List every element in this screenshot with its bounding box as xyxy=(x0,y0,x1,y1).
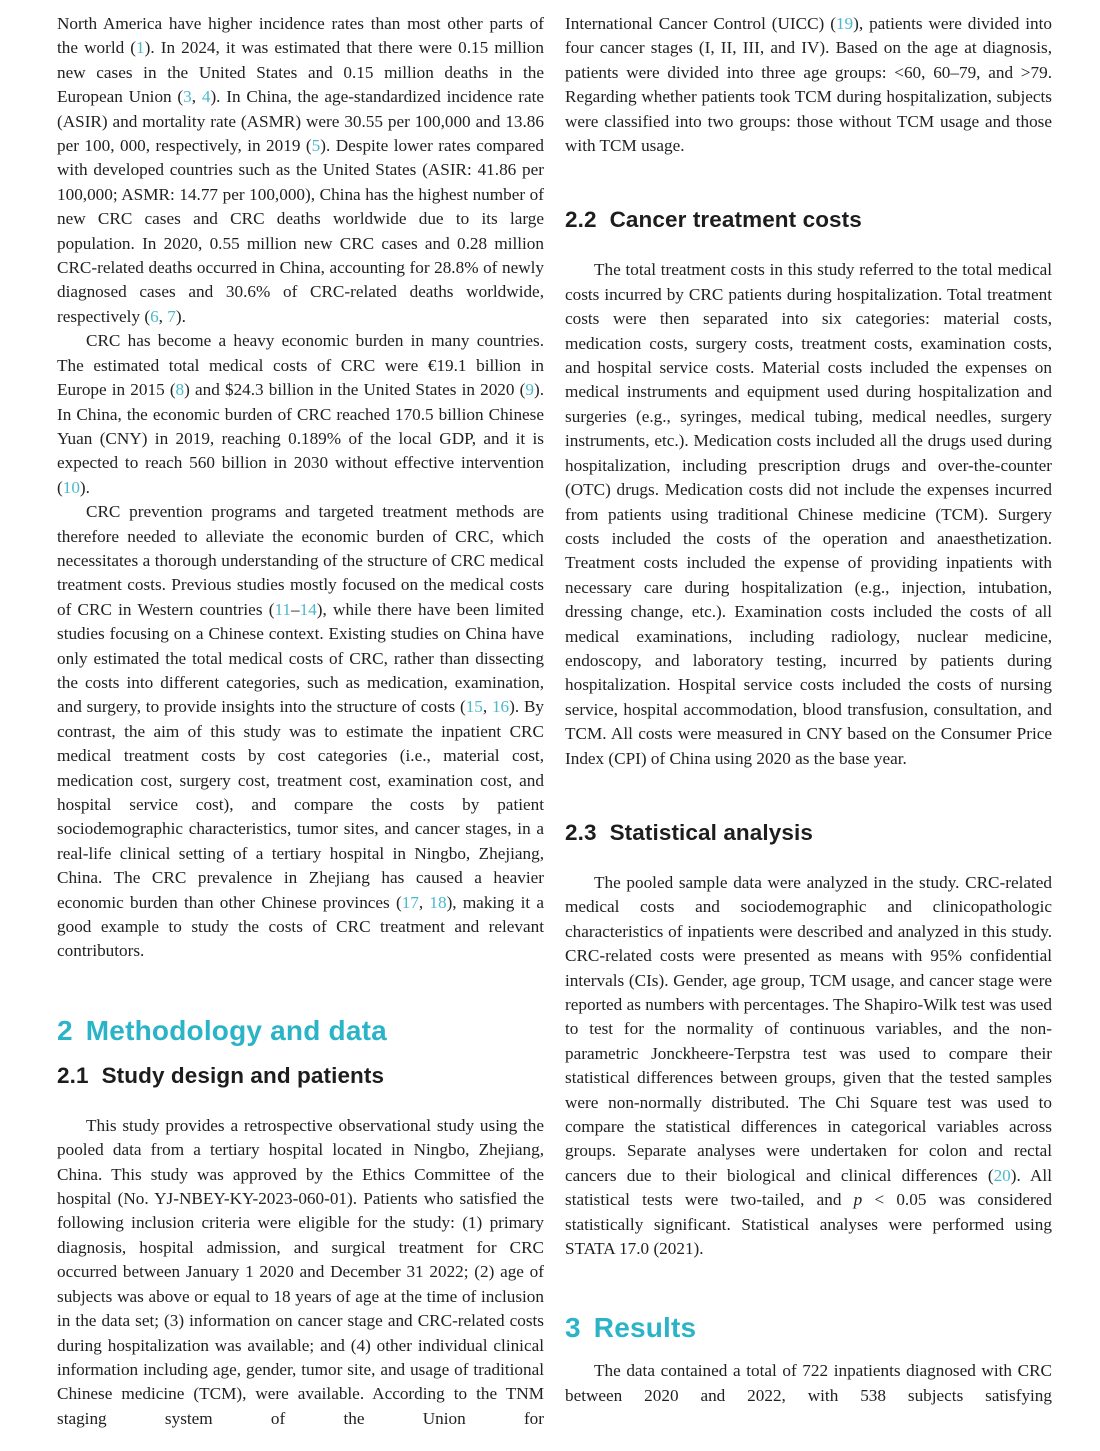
text-run: North America have higher incidence rates than most other parts of the world ( xyxy=(57,14,544,58)
text-run: The total treatment costs in this study referred to the total medical costs incurred by CRC patients during hospitalization. Total treatment costs were then separated into six categories: material costs, medication costs, surgery costs, treatment costs, examination costs, and hospital service costs. Material costs included the expenses on medical instruments and equipment used during hospitalization and surgeries (e.g., syringes, medical tubing, medical needles, surgery instruments, etc.). Medication costs included all the drugs used during hospitalization, including prescription drugs and over-the-counter (OTC) drugs. Medication costs did not include the expenses incurred from patients using traditional Chinese medicine (TCM). Surgery costs included the costs of the operation and anaesthetization. Treatment costs included the expense of providing inpatients with necessary care during hospitalization (e.g., injection, intubation, dressing change, etc.). Examination costs included the costs of all medical examinations, including radiology, nuclear medicine, endoscopy, and laboratory testing, incurred by patients during hospitalization. Hospital service costs included the costs of nursing service, hospital accommodation, blood transfusion, consultation, and TCM. All costs were measured in CNY based on the Consumer Price Index (CPI) of China using 2020 as the base year. xyxy=(565,260,1052,768)
text-run: The data contained a total of 722 inpatients diagnosed with CRC between 2020 and 2022, with 538 subjects satisfying xyxy=(565,1361,1052,1405)
heading-number: 2 xyxy=(57,1014,73,1046)
citation-link[interactable]: 11 xyxy=(274,599,292,619)
text-run: – xyxy=(291,599,300,619)
study-design-heading xyxy=(57,1062,544,1090)
right-column xyxy=(565,12,1052,1431)
citation-link[interactable]: 5 xyxy=(311,136,321,156)
text-run: CRC has become a heavy economic burden in many countries. The estimated total medical costs of CRC were €19.1 billion in Europe in 2015 ( xyxy=(57,331,544,400)
text-run: ). Despite lower rates compared with developed countries such as the United States (ASIR: 41.86 per 100,000; ASMR: 14.77 per 100,000), China has the highest number of new CRC cases and CRC deaths worldwide due to its large population. In 2020, 0.55 million new CRC cases and 0.28 million CRC-related deaths occurred in China, accounting for 28.8% of newly diagnosed cases and 30.6% of CRC-related deaths worldwide, respectively ( xyxy=(57,136,544,326)
heading-label: Study design and patients xyxy=(101,1062,385,1088)
statistical-analysis-paragraph xyxy=(565,871,1052,1262)
incidence-burden-paragraph xyxy=(57,12,544,329)
italic-text: p xyxy=(853,1190,863,1210)
text-run: ). xyxy=(175,306,186,326)
heading-number: 2.3 xyxy=(565,819,597,845)
citation-link[interactable]: 15 xyxy=(465,697,483,717)
text-run: , xyxy=(482,697,492,717)
methodology-heading xyxy=(57,1014,544,1048)
heading-number: 2.1 xyxy=(57,1062,89,1088)
text-run: ). In 2024, it was estimated that there were 0.15 million new cases in the United States and 0.15 million deaths in the European Union ( xyxy=(57,38,544,107)
text-run: CRC prevention programs and targeted treatment methods are therefore needed to alleviate the economic burden of CRC, which necessitates a thorough understanding of the structure of CRC medical treatment costs. Previous studies mostly focused on the medical costs of CRC in Western countries ( xyxy=(57,502,544,619)
citation-link[interactable]: 18 xyxy=(429,892,447,912)
economic-burden-paragraph xyxy=(57,329,544,500)
citation-link[interactable]: 7 xyxy=(167,306,176,326)
text-run: ), making it a good example to study the costs of CRC treatment and relevant contributors. xyxy=(57,892,544,961)
citation-link[interactable]: 8 xyxy=(175,380,185,400)
treatment-costs-paragraph xyxy=(565,258,1052,771)
citation-link[interactable]: 6 xyxy=(150,306,159,326)
text-run: < 0.05 was considered statistically significant. Statistical analyses were performed using STATA 17.0 (2021). xyxy=(565,1190,1052,1259)
study-aim-paragraph xyxy=(57,500,544,964)
text-run: , xyxy=(158,306,168,326)
text-run: ). By contrast, the aim of this study was to estimate the inpatient CRC medical treatment costs by cost categories (i.e., material cost, medication cost, surgery cost, treatment cost, examination cost, and hospital service cost), and compare the costs by patient sociodemographic characteristics, tumor sites, and cancer stages, in a real-life clinical setting of a tertiary hospital in Ningbo, Zhejiang, China. The CRC prevalence in Zhejiang has caused a heavier economic burden than other Chinese provinces ( xyxy=(57,697,544,912)
citation-link[interactable]: 20 xyxy=(993,1165,1011,1185)
statistical-analysis-heading xyxy=(565,819,1052,847)
paper-page xyxy=(57,12,1053,1431)
citation-link[interactable]: 10 xyxy=(62,477,80,497)
citation-link[interactable]: 4 xyxy=(201,87,211,107)
text-run: International Cancer Control (UICC) ( xyxy=(565,14,836,33)
citation-link[interactable]: 3 xyxy=(183,87,192,107)
heading-label: Results xyxy=(593,1312,697,1344)
study-design-paragraph xyxy=(57,1114,544,1431)
staging-paragraph xyxy=(565,12,1052,158)
heading-number: 3 xyxy=(565,1312,581,1344)
treatment-costs-heading xyxy=(565,206,1052,234)
heading-label: Statistical analysis xyxy=(609,819,813,845)
left-column xyxy=(57,12,544,1431)
text-run: ). All statistical tests were two-tailed, and xyxy=(565,1165,1052,1210)
text-run: ). xyxy=(79,477,90,497)
text-run: , xyxy=(191,87,202,107)
heading-number: 2.2 xyxy=(565,207,597,233)
citation-link[interactable]: 1 xyxy=(136,38,145,58)
citation-link[interactable]: 9 xyxy=(525,380,534,400)
text-run: ), patients were divided into four cancer stages (I, II, III, and IV). Based on the age at diagnosis, patients were divided into three age groups: <60, 60–79, and >79. Regarding whether patients took TCM during hospitalization, subjects were classified into two groups: those without TCM usage and those with TCM usage. xyxy=(565,14,1052,156)
results-heading xyxy=(565,1311,1052,1345)
citation-link[interactable]: 14 xyxy=(299,599,317,619)
text-run: This study provides a retrospective observational study using the pooled data from a tertiary hospital located in Ningbo, Zhejiang, China. This study was approved by the Ethics Committee of the hospital (No. YJ-NBEY-KY-2023-060-01). Patients who satisfied the following inclusion criteria were eligible for the study: (1) primary diagnosis, hospital admission, and surgical treatment for CRC occurred between January 1 2020 and December 31 2022; (2) age of subjects was above or equal to 18 years of age at the time of inclusion in the data set; (3) information on cancer stage and CRC-related costs during hospitalization was available; and (4) other individual clinical information including age, gender, tumor site, and usage of traditional Chinese medicine (TCM), were available. According to the TNM staging system of the Union for xyxy=(57,1115,544,1428)
text-run: The pooled sample data were analyzed in the study. CRC-related medical costs and sociodemographic and clinicopathologic characteristics of inpatients were described and analyzed in this study. CRC-related costs were presented as means with 95% confidential intervals (CIs). Gender, age group, TCM usage, and cancer stage were reported as numbers with percentages. The Shapiro-Wilk test was used to test for the normality of continuous variables, and the non-parametric Jonckheere-Terpstra test was used to compare their statistical differences between groups, given that the tested samples were non-normally distributed. The Chi Square test was used to compare the statistical differences in categorical variables across groups. Separate analyses were undertaken for colon and rectal cancers due to their biological and clinical differences ( xyxy=(565,872,1052,1185)
text-run: ) and $24.3 billion in the United States in 2020 ( xyxy=(184,380,526,400)
text-run: ). In China, the economic burden of CRC reached 170.5 billion Chinese Yuan (CNY) in 2019, reaching 0.189% of the local GDP, and it is expected to reach 560 billion in 2030 without effective intervention ( xyxy=(57,380,544,497)
text-run: , xyxy=(418,892,430,912)
heading-label: Cancer treatment costs xyxy=(609,207,862,233)
results-paragraph xyxy=(565,1359,1052,1408)
text-run: ). In China, the age-standardized incidence rate (ASIR) and mortality rate (ASMR) were 30.55 per 100,000 and 13.86 per 100, 000, respectively, in 2019 ( xyxy=(57,87,544,156)
text-run: ), while there have been limited studies focusing on a Chinese context. Existing studies on China have only estimated the total medical costs of CRC, rather than dissecting the costs into different categories, such as medication, examination, and surgery, to provide insights into the structure of costs ( xyxy=(57,599,544,717)
heading-label: Methodology and data xyxy=(85,1014,387,1046)
citation-link[interactable]: 16 xyxy=(491,697,510,717)
citation-link[interactable]: 19 xyxy=(835,14,854,33)
citation-link[interactable]: 17 xyxy=(401,892,419,912)
